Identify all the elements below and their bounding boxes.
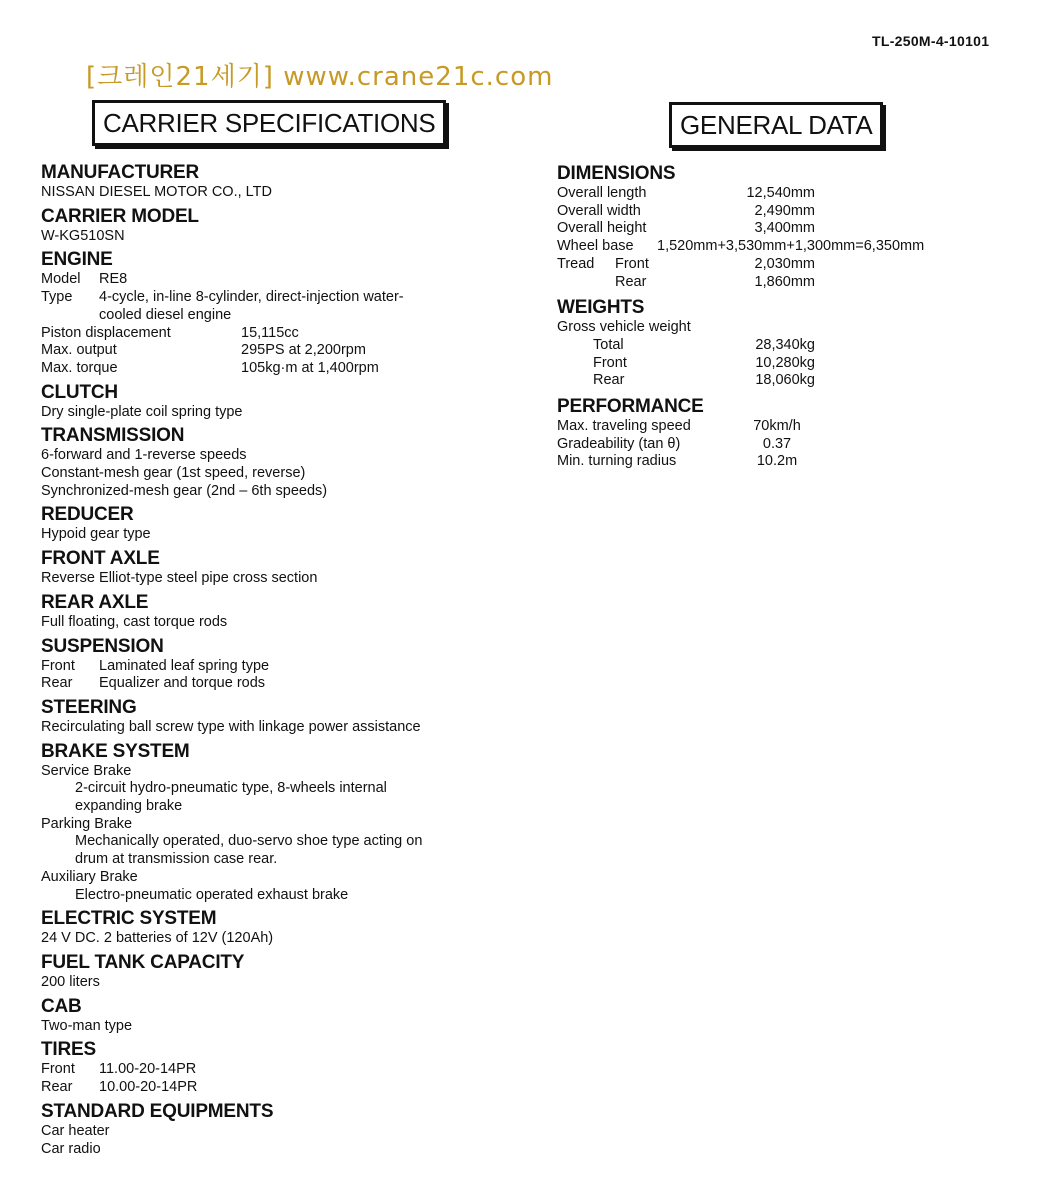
spec-label: Max. traveling speed bbox=[557, 418, 691, 435]
carrier-specifications-title: CARRIER SPECIFICATIONS bbox=[92, 100, 446, 146]
carrier-model-section bbox=[41, 206, 501, 246]
manufacturer-value: NISSAN DIESEL MOTOR CO., LTD bbox=[41, 184, 272, 200]
section-heading: ELECTRIC SYSTEM bbox=[41, 908, 217, 930]
suspension-section bbox=[41, 636, 501, 693]
rear-axle-value: Full floating, cast torque rods bbox=[41, 613, 228, 630]
cab-value: Two-man type bbox=[41, 1017, 133, 1034]
section-heading: MANUFACTURER bbox=[41, 162, 200, 183]
section-heading: STEERING bbox=[41, 696, 137, 718]
tires-rear-row bbox=[41, 1079, 501, 1097]
spec-label: Rear bbox=[41, 675, 73, 692]
spec-value: 2,490mm bbox=[754, 202, 815, 219]
transmission-line: 6-forward and 1-reverse speeds bbox=[41, 447, 247, 464]
clutch-value: Dry single-plate coil spring type bbox=[41, 403, 243, 420]
cab-section bbox=[41, 996, 501, 1036]
tires-front-row bbox=[41, 1061, 501, 1079]
spec-sublabel: Rear bbox=[615, 273, 647, 290]
gradeability-row bbox=[557, 436, 1037, 454]
transmission-line: Synchronized-mesh gear (2nd – 6th speeds) bbox=[41, 482, 328, 499]
spec-value: 1,860mm bbox=[754, 273, 815, 290]
spec-label: Rear bbox=[593, 372, 625, 389]
overall-length-row bbox=[557, 185, 1037, 203]
section-heading: BRAKE SYSTEM bbox=[41, 740, 190, 762]
spec-label: Min. turning radius bbox=[557, 453, 677, 470]
spec-value: 11.00-20-14PR bbox=[99, 1061, 197, 1078]
service-brake-value: expanding brake bbox=[75, 798, 183, 815]
auxiliary-brake-value: Electro-pneumatic operated exhaust brake bbox=[75, 886, 349, 903]
electric-system-value: 24 V DC. 2 batteries of 12V (120Ah) bbox=[41, 930, 274, 947]
section-heading: FUEL TANK CAPACITY bbox=[41, 951, 245, 973]
spec-value: 1,520mm+3,530mm+1,300mm=6,350mm bbox=[657, 238, 925, 255]
steering-section bbox=[41, 697, 501, 737]
section-heading: REAR AXLE bbox=[41, 591, 149, 613]
service-brake-value: 2-circuit hydro-pneumatic type, 8-wheels internal bbox=[75, 780, 387, 797]
section-heading: REDUCER bbox=[41, 504, 134, 526]
spec-label: Max. torque bbox=[41, 359, 118, 376]
parking-brake-value: drum at transmission case rear. bbox=[75, 851, 278, 868]
weight-total-row bbox=[557, 337, 1037, 355]
piston-displacement-row bbox=[41, 325, 501, 343]
spec-value: 28,340kg bbox=[755, 336, 815, 353]
section-heading: DIMENSIONS bbox=[557, 163, 676, 184]
spec-label: Overall height bbox=[557, 220, 647, 237]
spec-value: 70km/h bbox=[753, 418, 801, 435]
spec-label: Front bbox=[41, 1061, 75, 1078]
spec-value: 15,115cc bbox=[241, 324, 299, 341]
max-output-row bbox=[41, 342, 501, 360]
section-heading: CLUTCH bbox=[41, 381, 118, 403]
general-data-title: GENERAL DATA bbox=[669, 102, 883, 148]
section-heading: PERFORMANCE bbox=[557, 396, 704, 418]
auxiliary-brake-label: Auxiliary Brake bbox=[41, 868, 138, 885]
spec-value: Equalizer and torque rods bbox=[99, 675, 266, 692]
min-turning-radius-row bbox=[557, 453, 1037, 471]
section-heading: CARRIER MODEL bbox=[41, 205, 199, 227]
spec-value: 10.00-20-14PR bbox=[99, 1079, 198, 1096]
engine-type-continuation: cooled diesel engine bbox=[99, 306, 232, 323]
spec-label: Model bbox=[41, 271, 81, 288]
section-heading: CAB bbox=[41, 995, 82, 1017]
manufacturer-section bbox=[41, 162, 501, 202]
spec-sublabel: Front bbox=[615, 255, 649, 272]
suspension-rear-row bbox=[41, 675, 501, 693]
weight-rear-row bbox=[557, 372, 1037, 390]
spec-value: 105kg·m at 1,400rpm bbox=[241, 359, 379, 376]
max-traveling-speed-row bbox=[557, 418, 1037, 436]
site-watermark: [크레인21세기] www.crane21c.com bbox=[86, 62, 554, 92]
gross-vehicle-weight-label: Gross vehicle weight bbox=[557, 319, 691, 336]
section-heading: TIRES bbox=[41, 1039, 96, 1061]
performance-section bbox=[557, 396, 1037, 471]
spec-label: Piston displacement bbox=[41, 324, 171, 341]
spec-label: Rear bbox=[41, 1079, 73, 1096]
spec-value: 10.2m bbox=[756, 453, 798, 470]
front-axle-value: Reverse Elliot-type steel pipe cross section bbox=[41, 570, 318, 587]
spec-value: 2,030mm bbox=[754, 255, 815, 272]
section-heading: STANDARD EQUIPMENTS bbox=[41, 1100, 274, 1122]
spec-value: 10,280kg bbox=[755, 354, 815, 371]
section-heading: WEIGHTS bbox=[557, 297, 645, 319]
clutch-section bbox=[41, 382, 501, 422]
section-heading: SUSPENSION bbox=[41, 635, 164, 657]
service-brake-label: Service Brake bbox=[41, 762, 132, 779]
carrier-specifications-column bbox=[41, 162, 501, 1162]
reducer-value: Hypoid gear type bbox=[41, 526, 151, 543]
wheel-base-row bbox=[557, 238, 1037, 256]
engine-model-row bbox=[41, 271, 501, 289]
max-torque-row bbox=[41, 360, 501, 378]
equipment-item: Car heater bbox=[41, 1122, 110, 1139]
spec-label: Tread bbox=[557, 255, 595, 272]
suspension-front-row bbox=[41, 658, 501, 676]
spec-label: Max. output bbox=[41, 342, 117, 359]
engine-section bbox=[41, 249, 501, 377]
spec-label: Overall length bbox=[557, 185, 647, 201]
weights-section bbox=[557, 297, 1037, 390]
spec-value: 295PS at 2,200rpm bbox=[241, 342, 366, 359]
spec-value: Laminated leaf spring type bbox=[99, 657, 270, 674]
standard-equipments-section bbox=[41, 1101, 501, 1158]
spec-value: 0.37 bbox=[762, 435, 792, 452]
overall-height-row bbox=[557, 220, 1037, 238]
tread-rear-row bbox=[557, 274, 1037, 292]
spec-value: 3,400mm bbox=[754, 220, 815, 237]
section-heading: ENGINE bbox=[41, 249, 113, 271]
electric-system-section bbox=[41, 908, 501, 948]
spec-value: 18,060kg bbox=[755, 372, 815, 389]
front-axle-section bbox=[41, 548, 501, 588]
spec-label: Overall width bbox=[557, 202, 641, 219]
spec-value: 12,540mm bbox=[746, 185, 815, 201]
general-data-column bbox=[557, 163, 1037, 475]
fuel-tank-value: 200 liters bbox=[41, 973, 100, 990]
brake-system-section bbox=[41, 741, 501, 905]
spec-label: Type bbox=[41, 289, 73, 306]
spec-label: Gradeability (tan θ) bbox=[557, 435, 681, 452]
spec-value: 4-cycle, in-line 8-cylinder, direct-injection water- bbox=[99, 289, 404, 306]
spec-value: RE8 bbox=[99, 271, 128, 288]
tires-section bbox=[41, 1039, 501, 1096]
equipment-item: Car radio bbox=[41, 1140, 101, 1157]
reducer-section bbox=[41, 504, 501, 544]
document-code: TL-250M-4-10101 bbox=[872, 33, 990, 49]
spec-label: Total bbox=[593, 336, 624, 353]
spec-label: Front bbox=[593, 354, 627, 371]
transmission-section bbox=[41, 425, 501, 500]
spec-label: Front bbox=[41, 657, 75, 674]
overall-width-row bbox=[557, 203, 1037, 221]
weight-front-row bbox=[557, 355, 1037, 373]
carrier-model-value: W-KG510SN bbox=[41, 227, 125, 244]
section-heading: FRONT AXLE bbox=[41, 548, 160, 570]
steering-value: Recirculating ball screw type with linkage power assistance bbox=[41, 718, 421, 735]
parking-brake-label: Parking Brake bbox=[41, 815, 133, 832]
transmission-line: Constant-mesh gear (1st speed, reverse) bbox=[41, 465, 306, 482]
spec-label: Wheel base bbox=[557, 238, 634, 255]
dimensions-section bbox=[557, 163, 1037, 291]
rear-axle-section bbox=[41, 592, 501, 632]
tread-front-row bbox=[557, 256, 1037, 274]
section-heading: TRANSMISSION bbox=[41, 425, 185, 447]
engine-type-row bbox=[41, 289, 501, 307]
fuel-tank-section bbox=[41, 952, 501, 992]
parking-brake-value: Mechanically operated, duo-servo shoe type acting on bbox=[75, 833, 423, 850]
